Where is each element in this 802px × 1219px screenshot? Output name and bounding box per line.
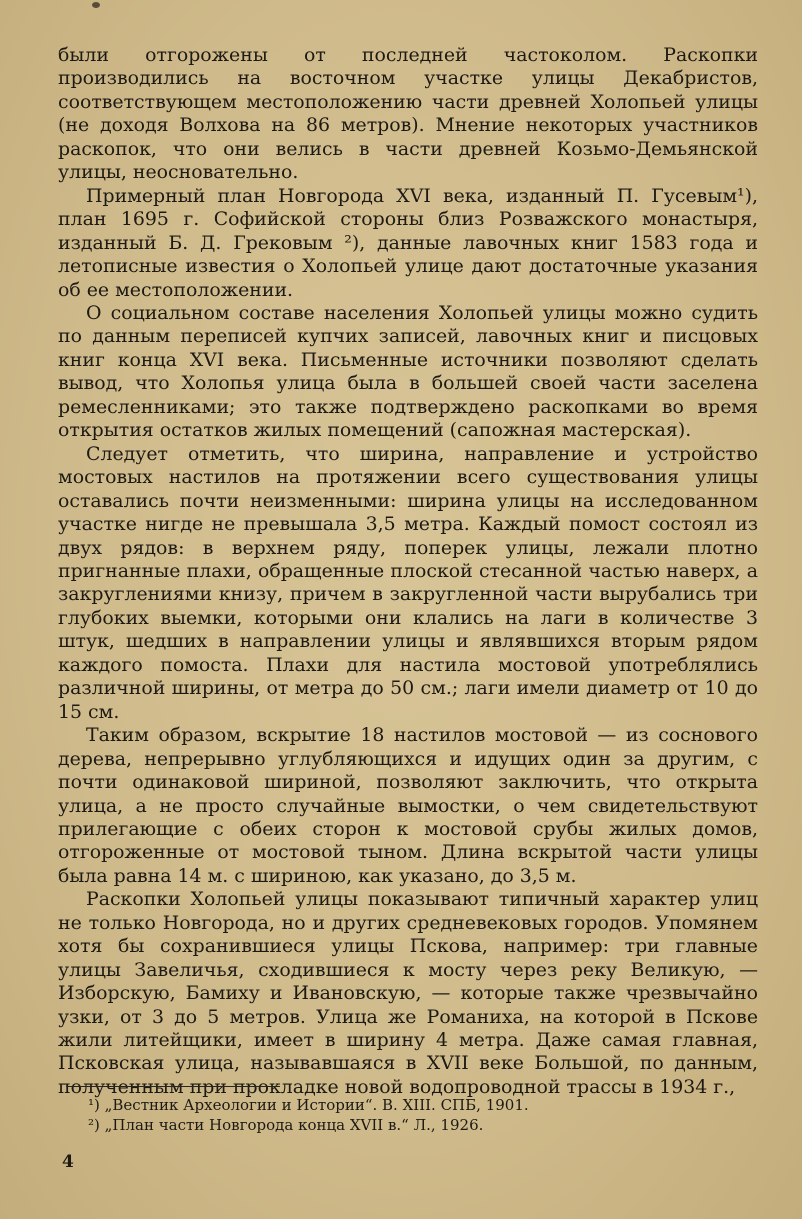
paragraph-2: Примерный план Новгорода XVI века, изданный П. Гусевым¹), план 1695 г. Софийской стороны близ Розважского монастыря, изданный Б. Д. Грековым ²), данные лавочных книг 1583 года и летописные известия о Холопьей улице дают достаточные указания об ее местоположении. (58, 184, 758, 301)
footnote-2: ²) „План части Новгорода конца XVII в.“ Л., 1926. (88, 1116, 484, 1134)
print-speck (92, 2, 100, 8)
paragraph-3: О социальном составе населения Холопьей улицы можно судить по данным переписей купчих записей, лавочных книг и писцовых книг конца XVI века. Письменные источники позволяют сделать вывод, что Холопья улица была в большей своей части заселена ремесленниками; это также подтверждено раскопками во время открытия остатков жилых помещений (сапожная мастерская). (58, 301, 758, 442)
page-number: 4 (62, 1152, 74, 1172)
footnote-divider (66, 1086, 280, 1087)
footnote-1: ¹) „Вестник Археологии и Истории“. В. XIII. СПБ, 1901. (88, 1096, 529, 1114)
footnotes (88, 1095, 688, 1135)
paragraph-1: были отгорожены от последней частоколом. Раскопки производились на восточном участке улицы Декабристов, соответствующем местоположению части древней Холопьей улицы (не доходя Волхова на 86 метров). Мнение некоторых участников раскопок, что они велись в части древней Козьмо-Демьянской улицы, неосновательно. (58, 44, 758, 184)
body-text (58, 44, 758, 1099)
paragraph-5: Таким образом, вскрытие 18 настилов мостовой — из соснового дерева, непрерывно углубляющихся и идущих один за другим, с почти одинаковой шириной, позволяют заключить, что открыта улица, а не просто случайные вымостки, о чем свидетельствуют прилегающие с обеих сторон к мостовой срубы жилых домов, отгороженные от мостовой тыном. Длина вскрытой части улицы была равна 14 м. с шириною, как указано, до 3,5 м. (58, 724, 758, 887)
paragraph-4: Следует отметить, что ширина, направление и устройство мостовых настилов на протяжении всего существования улицы оставались почти неизменными: ширина улицы на исследованном участке нигде не превышала 3,5 метра. Каждый помост состоял из двух рядов: в верхнем ряду, поперек улицы, лежали плотно пригнанные плахи, обращенные плоской стесанной частью наверх, а закруглениями книзу, причем в закругленной части вырубались три глубоких выемки, которыми они клались на лаги в количестве 3 штук, шедших в направлении улицы и являвшихся вторым рядом каждого помоста. Плахи для настила мостовой употреблялись различной ширины, от метра до 50 см.; лаги имели диаметр от 10 до 15 см. (58, 442, 758, 723)
paragraph-6: Раскопки Холопьей улицы показывают типичный характер улиц не только Новгорода, но и других средневековых городов. Упомянем хотя бы сохранившиеся улицы Пскова, например: три главные улицы Завеличья, сходившиеся к мосту через реку Великую, — Изборскую, Бамиху и Ивановскую, — которые также чрезвычайно узки, от 3 до 5 метров. Улица же Романиха, на которой в Пскове жили литейщики, имеет в ширину 4 метра. Даже самая главная, Псковская улица, называвшаяся в XVII веке Большой, по данным, полученным при прокладке новой водопроводной трассы в 1934 г., (58, 888, 758, 1098)
